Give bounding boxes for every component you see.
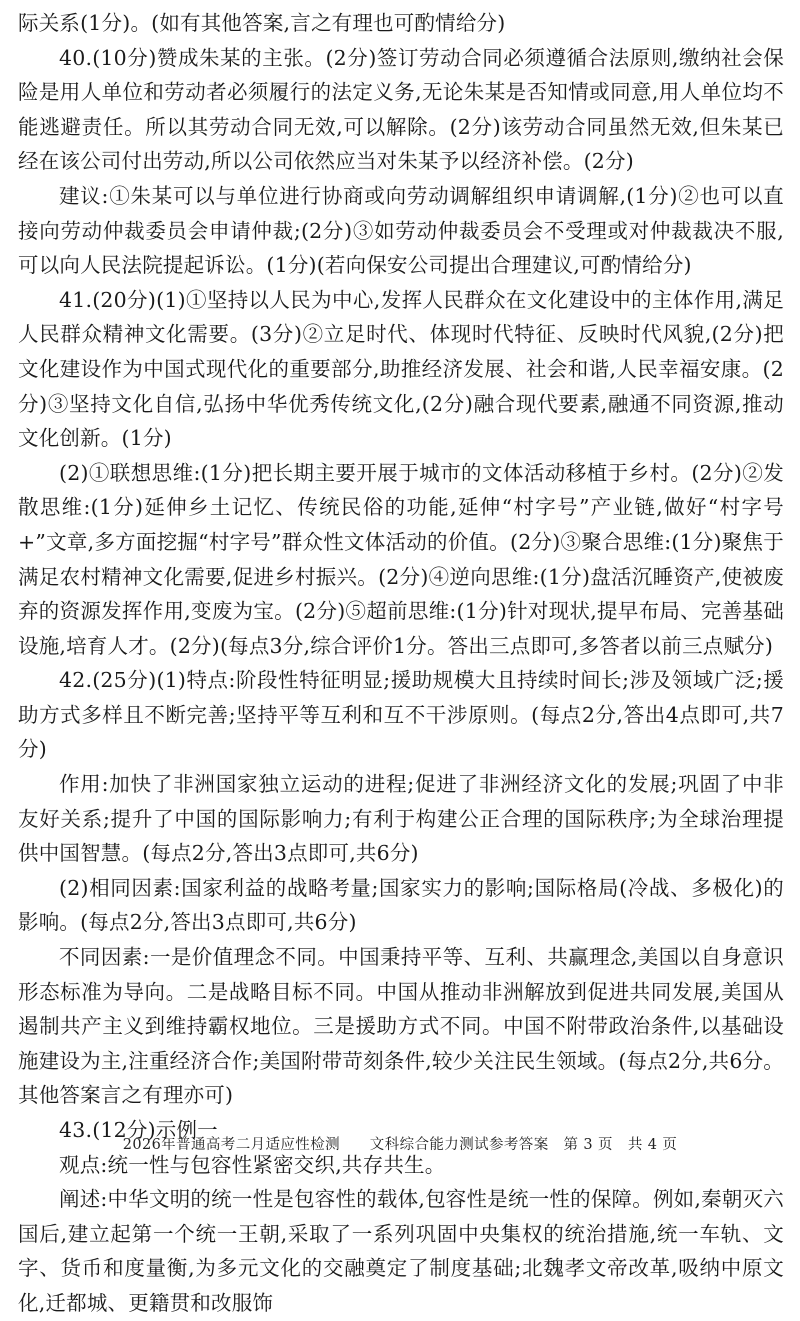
answer-content — [18, 6, 784, 1321]
paragraph: 作用:加快了非洲国家独立运动的进程;促进了非洲经济文化的发展;巩固了中非友好关系;提升了中国的国际影响力;有利于构建公正合理的国际秩序;为全球治理提供中国智慧。(每点2分,答出3点即可,共6分) — [18, 772, 784, 866]
paragraph: (2)①联想思维:(1分)把长期主要开展于城市的文体活动移植于乡村。(2分)②发散思维:(1分)延伸乡土记忆、传统民俗的功能,延伸“村字号”产业链,做好“村字号+”文章,多方面挖掘“村字号”群众性文体活动的价值。(2分)③聚合思维:(1分)聚焦于满足农村精神文化需要,促进乡村振兴。(2分)④逆向思维:(1分)盘活沉睡资产,使被废弃的资源发挥作用,变废为宝。(2分)⑤超前思维:(1分)针对现状,提早布局、完善基础设施,培育人才。(2分)(每点3分,综合评价1分。答出三点即可,多答者以前三点赋分) — [18, 460, 784, 658]
paragraph: 际关系(1分)。(如有其他答案,言之有理也可酌情给分) — [18, 11, 506, 35]
paragraph: 观点:统一性与包容性紧密交织,共存共生。 — [59, 1152, 446, 1177]
page-footer: 2026年普通高考二月适应性检测 文科综合能力测试参考答案 第 3 页 共 4 页 — [122, 1137, 678, 1153]
paragraph: 43.(12分)示例一 — [59, 1118, 218, 1142]
paragraph: (2)相同因素:国家利益的战略考量;国家实力的影响;国际格局(冷战、多极化)的影响。(每点2分,答出3点即可,共6分) — [18, 875, 784, 935]
paragraph: 不同因素:一是价值理念不同。中国秉持平等、互利、共赢理念,美国以自身意识形态标准为导向。二是战略目标不同。中国从推动非洲解放到促进共同发展,美国从遏制共产主义到维持霸权地位。三是援助方式不同。中国不附带政治条件,以基础设施建设为主,注重经济合作;美国附带苛刻条件,较少关注民生领域。(每点2分,共6分。其他答案言之有理亦可) — [18, 945, 784, 1108]
paragraph: 40.(10分)赞成朱某的主张。(2分)签订劳动合同必须遵循合法原则,缴纳社会保险是用人单位和劳动者必须履行的法定义务,无论朱某是否知情或同意,用人单位均不能逃避责任。所以其劳动合同无效,可以解除。(2分)该劳动合同虽然无效,但朱某已经在该公司付出劳动,所以公司依然应当对朱某予以经济补偿。(2分) — [18, 45, 784, 174]
paragraph: 42.(25分)(1)特点:阶段性特征明显;援助规模大且持续时间长;涉及领域广泛;援助方式多样且不断完善;坚持平等互利和互不干涉原则。(每点2分,答出4点即可,共7分) — [18, 668, 784, 762]
paragraph: 阐述:中华文明的统一性是包容性的载体,包容性是统一性的保障。例如,秦朝灭六国后,建立起第一个统一王朝,采取了一系列巩固中央集权的统治措施,统一车轨、文字、货币和度量衡,为多元文化的交融奠定了制度基础;北魏孝文帝改革,吸纳中原文化,迁都城、更籍贯和改服饰 — [18, 1187, 784, 1315]
paragraph: 建议:①朱某可以与单位进行协商或向劳动调解组织申请调解,(1分)②也可以直接向劳动仲裁委员会申请仲裁;(2分)③如劳动仲裁委员会不受理或对仲裁裁决不服,可以向人民法院提起诉讼。(1分)(若向保安公司提出合理建议,可酌情给分) — [18, 183, 784, 278]
paragraph: 41.(20分)(1)①坚持以人民为中心,发挥人民群众在文化建设中的主体作用,满足人民群众精神文化需要。(3分)②立足时代、体现时代特征、反映时代风貌,(2分)把文化建设作为中国式现代化的重要部分,助推经济发展、社会和谐,人民幸福安康。(2分)③坚持文化自信,弘扬中华优秀传统文化,(2分)融合现代要素,融通不同资源,推动文化创新。(1分) — [18, 287, 784, 451]
